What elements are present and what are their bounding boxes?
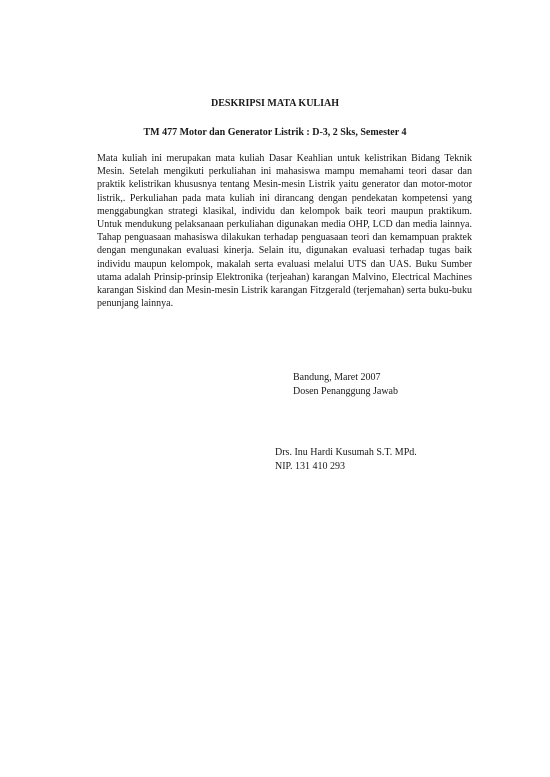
signatory-nip: NIP. 131 410 293: [275, 461, 346, 472]
document-title: DESKRIPSI MATA KULIAH: [211, 98, 339, 109]
signatory-role: Dosen Penanggung Jawab: [293, 386, 398, 397]
course-subtitle: TM 477 Motor dan Generator Listrik : D-3, 2 Sks, Semester 4: [143, 127, 407, 138]
course-description-paragraph: Mata kuliah ini merupakan mata kuliah Dasar Keahlian untuk kelistrikan Bidang Teknik Mesin. Setelah mengikuti perkuliahan ini mahasiswa mampu memahami teori dasar dan praktik kelistrikan khususnya tentang Mesin-mesin Listrik yaitu generator dan motor-motor listrik,. Perkuliahan pada mata kuliah ini dirancang dengan pendekatan kompetensi yang menggabungkan strategi klasikal, individu dan kelompok baik teori maupun praktikum. Untuk mendukung pelaksanaan perkuliahan digunakan media OHP, LCD dan media lainnya. Tahap penguasaan mahasiswa dilakukan terhadap penguasaan teori dan kemampuan praktek dengan mengunakan evaluasi kinerja. Selain itu, digunakan evaluasi terhadap tugas baik individu maupun kelompok, makalah serta evaluasi melalui UTS dan UAS. Buku Sumber utama adalah Prinsip-prinsip Elektronika (terjeahan) karangan Malvino, Electrical Machines karangan Siskind dan Mesin-mesin Listrik karangan Fitzgerald (terjemahan) serta buku-buku penunjang lainnya.: [97, 153, 472, 310]
place-date: Bandung, Maret 2007: [293, 372, 381, 383]
signatory-name: Drs. Inu Hardi Kusumah S.T. MPd.: [275, 447, 417, 458]
signature-place-block: [293, 371, 398, 399]
signatory-block: [275, 446, 417, 474]
